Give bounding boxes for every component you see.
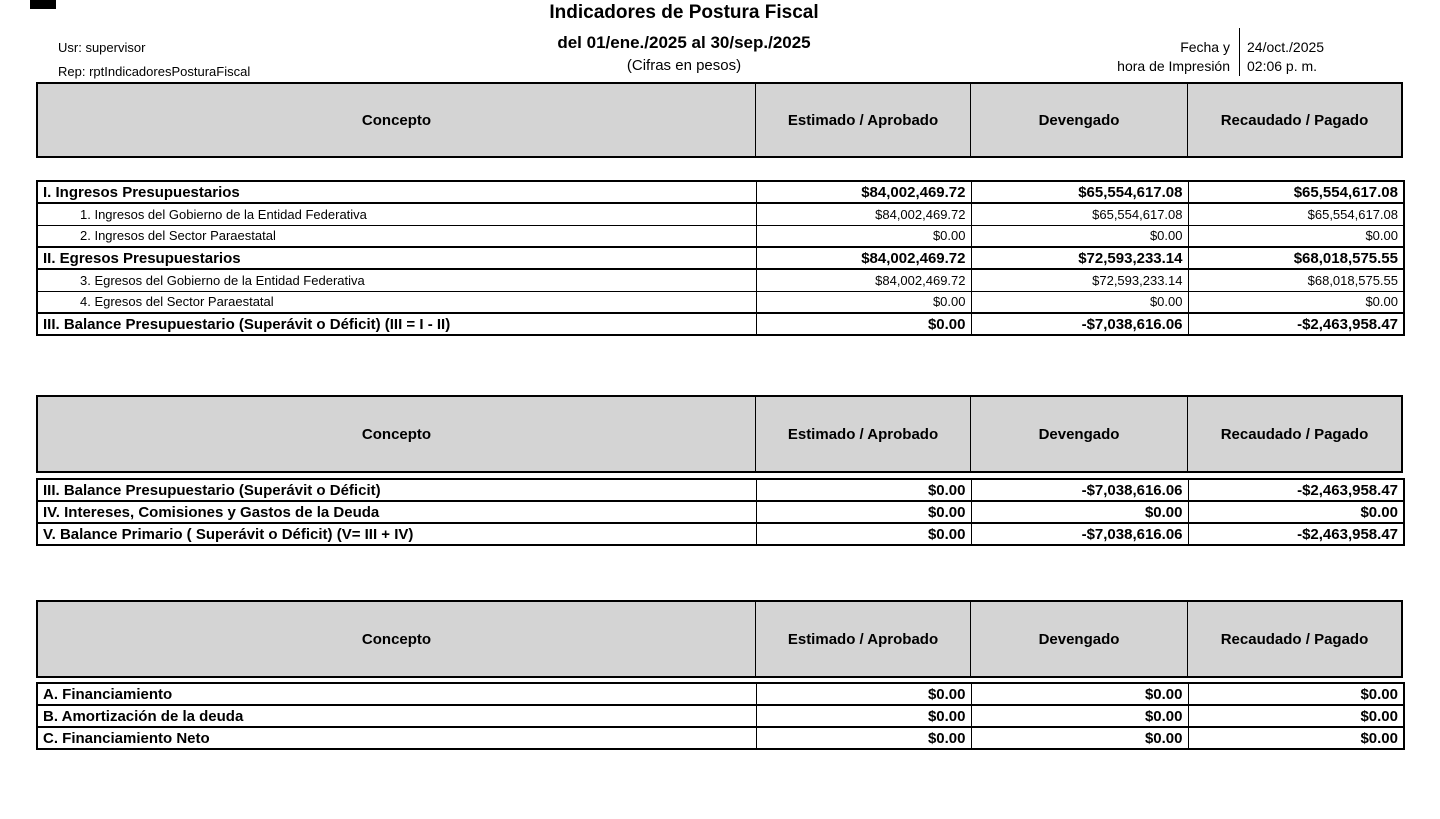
table2-header	[36, 395, 1403, 473]
table3-header	[36, 600, 1403, 678]
table-row	[37, 727, 1404, 749]
estimated-cell: $0.00	[756, 683, 971, 705]
estimated-cell: $0.00	[756, 225, 971, 247]
column-header-concepto: Concepto	[361, 425, 432, 443]
table-row	[37, 523, 1404, 545]
table-row	[37, 479, 1404, 501]
accrued-cell: $0.00	[971, 501, 1188, 523]
estimated-cell: $84,002,469.72	[756, 269, 971, 291]
table3-body	[36, 682, 1405, 750]
table-row	[37, 247, 1404, 269]
column-header-devengado: Devengado	[970, 84, 1187, 156]
concept-cell: 2. Ingresos del Sector Paraestatal	[37, 225, 756, 247]
column-header-estimado: Estimado / Aprobado	[755, 84, 970, 156]
estimated-cell: $0.00	[756, 705, 971, 727]
collected-cell: $0.00	[1188, 705, 1404, 727]
collected-cell: $65,554,617.08	[1188, 181, 1404, 203]
accrued-cell: $72,593,233.14	[971, 269, 1188, 291]
estimated-cell: $84,002,469.72	[756, 247, 971, 269]
print-date: 24/oct./2025	[1247, 39, 1325, 55]
estimated-cell: $0.00	[756, 727, 971, 749]
collected-cell: $65,554,617.08	[1188, 203, 1404, 225]
accrued-cell: $0.00	[971, 225, 1188, 247]
print-info	[1040, 28, 1410, 76]
concept-cell: A. Financiamiento	[37, 683, 756, 705]
table-row	[37, 269, 1404, 291]
print-values	[1240, 38, 1410, 76]
table-row	[37, 225, 1404, 247]
accrued-cell: -$7,038,616.06	[971, 523, 1188, 545]
print-label-line1: Fecha y	[1180, 39, 1230, 55]
accrued-cell: -$7,038,616.06	[971, 479, 1188, 501]
concept-cell: B. Amortización de la deuda	[37, 705, 756, 727]
estimated-cell: $0.00	[756, 291, 971, 313]
accrued-cell: $0.00	[971, 291, 1188, 313]
estimated-cell: $84,002,469.72	[756, 181, 971, 203]
concept-cell: 4. Egresos del Sector Paraestatal	[37, 291, 756, 313]
collected-cell: -$2,463,958.47	[1188, 313, 1404, 335]
table-row	[37, 291, 1404, 313]
table1-body	[36, 180, 1405, 336]
collected-cell: $0.00	[1188, 727, 1404, 749]
print-label-line2: hora de Impresión	[1117, 58, 1230, 74]
print-time: 02:06 p. m.	[1247, 58, 1318, 74]
estimated-cell: $0.00	[756, 313, 971, 335]
column-header-recaudado: Recaudado / Pagado	[1187, 84, 1401, 156]
print-label	[1040, 38, 1239, 76]
table-row	[37, 683, 1404, 705]
concept-cell: 3. Egresos del Gobierno de la Entidad Federativa	[37, 269, 756, 291]
column-header-devengado: Devengado	[970, 602, 1187, 676]
concept-cell: IV. Intereses, Comisiones y Gastos de la Deuda	[37, 501, 756, 523]
units-note: (Cifras en pesos)	[626, 57, 742, 74]
collected-cell: $0.00	[1188, 501, 1404, 523]
concept-cell: 1. Ingresos del Gobierno de la Entidad Federativa	[37, 203, 756, 225]
concept-cell: C. Financiamiento Neto	[37, 727, 756, 749]
collected-cell: $0.00	[1188, 225, 1404, 247]
concept-cell: V. Balance Primario ( Superávit o Déficit) (V= III + IV)	[37, 523, 756, 545]
column-header-estimado: Estimado / Aprobado	[755, 602, 970, 676]
table2-body	[36, 478, 1405, 546]
collected-cell: $0.00	[1188, 683, 1404, 705]
column-header-concepto: Concepto	[361, 111, 432, 129]
concept-cell: III. Balance Presupuestario (Superávit o Déficit)	[37, 479, 756, 501]
collected-cell: $68,018,575.55	[1188, 247, 1404, 269]
estimated-cell: $0.00	[756, 523, 971, 545]
accrued-cell: $0.00	[971, 683, 1188, 705]
report-meta	[58, 36, 250, 84]
column-header-recaudado: Recaudado / Pagado	[1187, 602, 1401, 676]
table-row	[37, 705, 1404, 727]
accrued-cell: $0.00	[971, 727, 1188, 749]
table-row	[37, 313, 1404, 335]
accrued-cell: $0.00	[971, 705, 1188, 727]
concept-cell: II. Egresos Presupuestarios	[37, 247, 756, 269]
collected-cell: $0.00	[1188, 291, 1404, 313]
concept-cell: III. Balance Presupuestario (Superávit o Déficit) (III = I - II)	[37, 313, 756, 335]
collected-cell: -$2,463,958.47	[1188, 479, 1404, 501]
report-id-label: Rep: rptIndicadoresPosturaFiscal	[58, 64, 251, 79]
accrued-cell: -$7,038,616.06	[971, 313, 1188, 335]
collected-cell: $68,018,575.55	[1188, 269, 1404, 291]
user-label: Usr: supervisor	[58, 40, 146, 55]
page-title: Indicadores de Postura Fiscal	[549, 2, 819, 23]
column-header-devengado: Devengado	[970, 397, 1187, 471]
table-row	[37, 501, 1404, 523]
accrued-cell: $65,554,617.08	[971, 181, 1188, 203]
table1-header	[36, 82, 1403, 158]
estimated-cell: $0.00	[756, 501, 971, 523]
table-row	[37, 203, 1404, 225]
concept-cell: I. Ingresos Presupuestarios	[37, 181, 756, 203]
column-header-estimado: Estimado / Aprobado	[755, 397, 970, 471]
collected-cell: -$2,463,958.47	[1188, 523, 1404, 545]
report-period: del 01/ene./2025 al 30/sep./2025	[557, 33, 811, 52]
estimated-cell: $84,002,469.72	[756, 203, 971, 225]
accrued-cell: $65,554,617.08	[971, 203, 1188, 225]
estimated-cell: $0.00	[756, 479, 971, 501]
accrued-cell: $72,593,233.14	[971, 247, 1188, 269]
table-row	[37, 181, 1404, 203]
column-header-recaudado: Recaudado / Pagado	[1187, 397, 1401, 471]
column-header-concepto: Concepto	[361, 630, 432, 648]
